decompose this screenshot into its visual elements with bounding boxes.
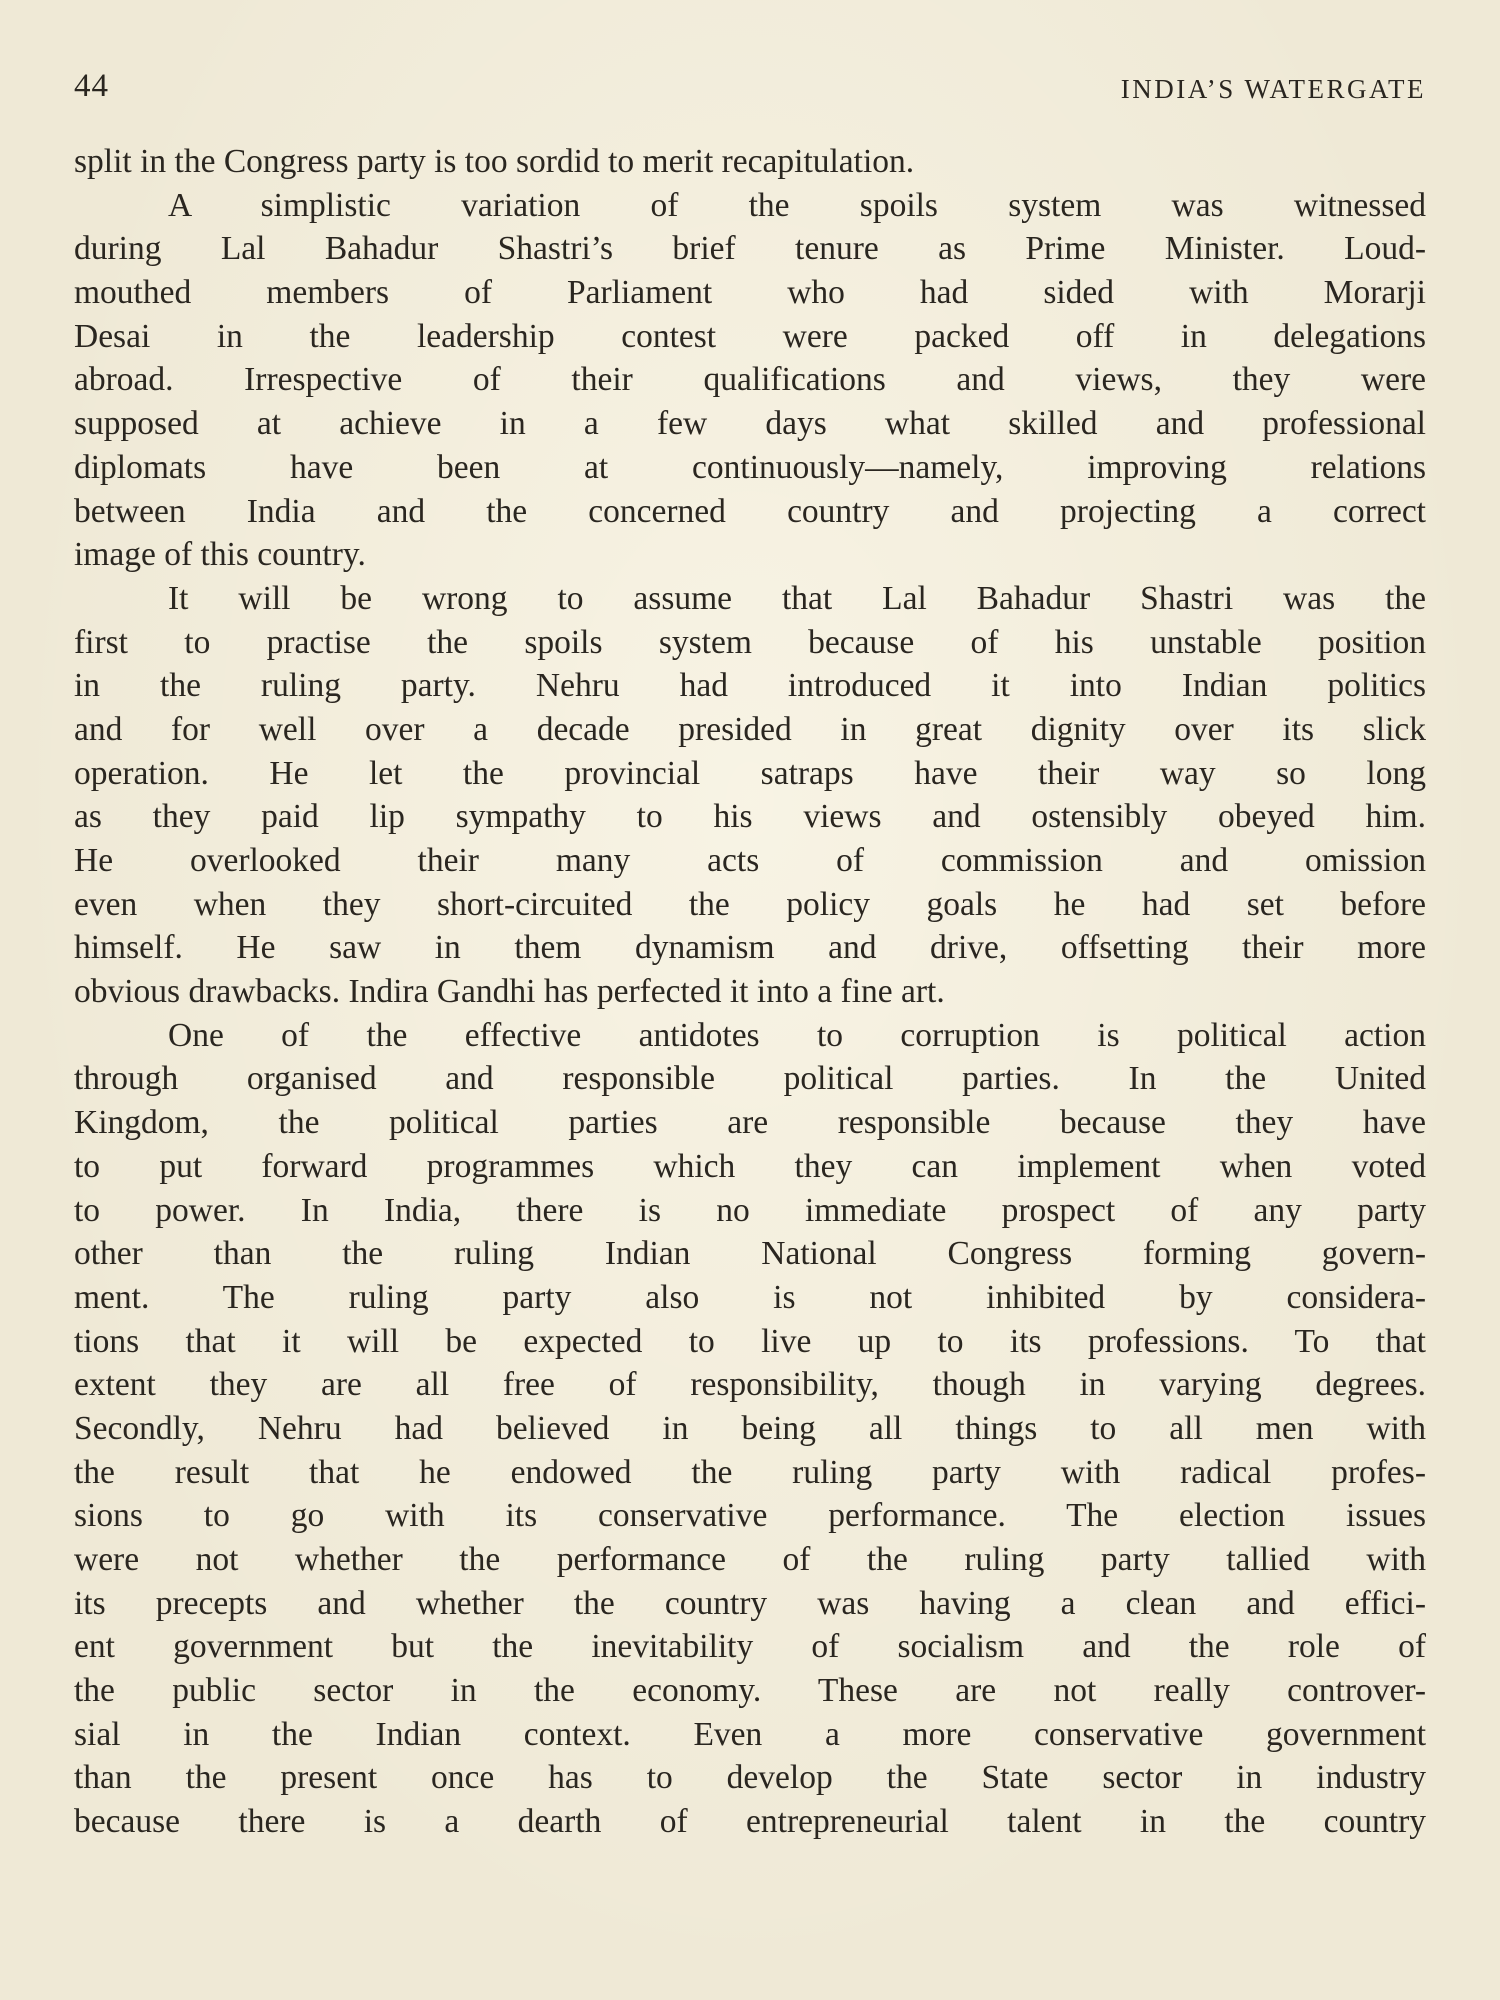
text-line: tions that it will be expected to live up to its professions. To that (74, 1322, 1426, 1360)
text-line: were not whether the performance of the ruling party tallied with (74, 1541, 1426, 1578)
text-line: abroad. Irrespective of their qualifications and views, they were (74, 361, 1426, 399)
running-head: INDIA’S WATERGATE (1120, 74, 1426, 104)
text-line: extent they are all free of responsibility, though in varying degrees. (74, 1366, 1426, 1404)
text-line: image of this country. (74, 536, 366, 574)
text-line: ment. The ruling party also is not inhibited by considera- (74, 1278, 1426, 1316)
body-text (74, 140, 1426, 1844)
text-line: between India and the concerned country and projecting a correct (74, 492, 1426, 530)
text-line: Secondly, Nehru had believed in being all things to all men with (74, 1409, 1426, 1447)
page-header (74, 68, 1426, 108)
text-line: to put forward programmes which they can implement when voted (74, 1147, 1426, 1185)
text-line: operation. He let the provincial satraps have their way so long (74, 754, 1426, 792)
text-line: because there is a dearth of entrepreneurial talent in the country (74, 1803, 1426, 1841)
page-number: 44 (74, 68, 109, 104)
text-line: diplomats have been at continuously—namely, improving relations (74, 448, 1426, 486)
text-line: in the ruling party. Nehru had introduced it into Indian politics (74, 667, 1426, 705)
text-line: ent government but the inevitability of socialism and the role of (74, 1628, 1426, 1666)
text-line: A simplistic variation of the spoils system was witnessed (168, 186, 1426, 224)
text-line: himself. He saw in them dynamism and drive, offsetting their more (74, 929, 1426, 967)
text-line: the public sector in the economy. These are not really controver- (74, 1672, 1426, 1710)
text-line: sial in the Indian context. Even a more conservative government (74, 1715, 1426, 1753)
text-line: Desai in the leadership contest were packed off in delegations (74, 317, 1426, 355)
text-line: its precepts and whether the country was having a clean and effici- (74, 1584, 1426, 1622)
text-line: supposed at achieve in a few days what skilled and professional (74, 405, 1426, 443)
text-line: other than the ruling Indian National Congress forming govern- (74, 1235, 1426, 1273)
text-line: the result that he endowed the ruling party with radical profes- (74, 1453, 1426, 1491)
text-line: sions to go with its conservative performance. The election issues (74, 1497, 1426, 1535)
text-line: than the present once has to develop the State sector in industry (74, 1759, 1426, 1797)
text-line: Kingdom, the political parties are responsible because they have (74, 1104, 1426, 1142)
text-line: and for well over a decade presided in great dignity over its slick (74, 710, 1426, 748)
text-line: even when they short-circuited the policy goals he had set before (74, 885, 1426, 923)
text-line: It will be wrong to assume that Lal Bahadur Shastri was the (168, 579, 1426, 617)
text-line: split in the Congress party is too sordid to merit recapitulation. (74, 143, 915, 180)
text-line: to power. In India, there is no immediate prospect of any party (74, 1191, 1426, 1229)
text-line: as they paid lip sympathy to his views and ostensibly obeyed him. (74, 798, 1426, 836)
text-line: He overlooked their many acts of commission and omission (74, 842, 1426, 879)
text-line: through organised and responsible political parties. In the United (74, 1060, 1426, 1098)
text-line: One of the effective antidotes to corruption is political action (168, 1016, 1426, 1054)
text-line: obvious drawbacks. Indira Gandhi has perfected it into a fine art. (74, 973, 945, 1011)
text-line: during Lal Bahadur Shastri’s brief tenure as Prime Minister. Loud- (74, 230, 1426, 268)
text-line: mouthed members of Parliament who had sided with Morarji (74, 274, 1426, 312)
text-line: first to practise the spoils system because of his unstable position (74, 623, 1426, 661)
